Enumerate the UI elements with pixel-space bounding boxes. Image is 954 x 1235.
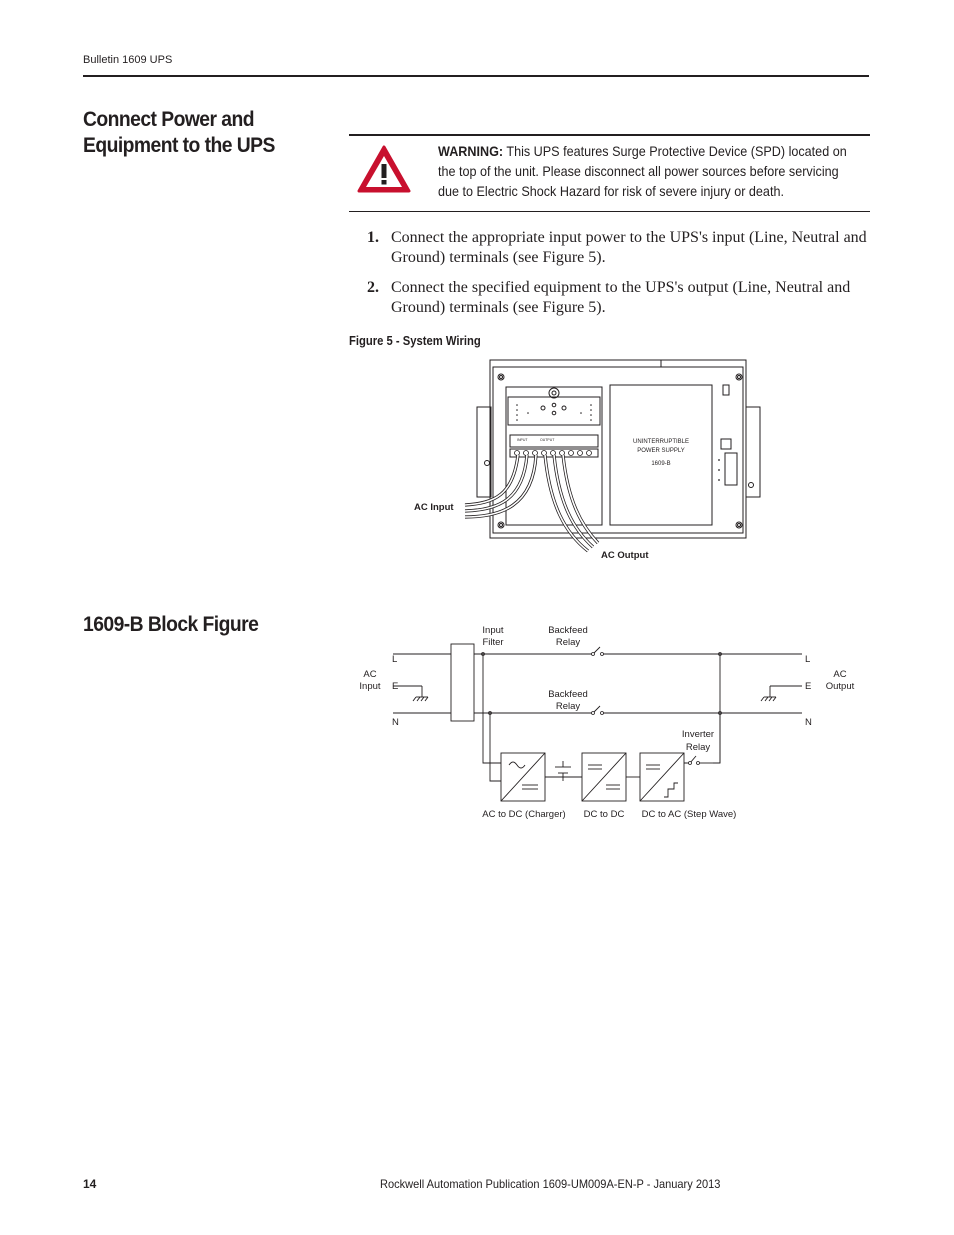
input-filter-label-1: Input: [482, 625, 504, 636]
step-1-number: 1.: [367, 229, 379, 246]
input-filter-label-2: Filter: [482, 637, 504, 648]
ac-output-label-1: AC: [833, 669, 847, 680]
ac-output-label-2: Output: [825, 681, 855, 692]
ac-to-dc-label: AC to DC (Charger): [482, 809, 566, 820]
section-title-block-figure: 1609-B Block Figure: [83, 613, 259, 636]
backfeed-relay-n-label-1: Backfeed: [548, 689, 588, 700]
warning-triangle-icon: [356, 144, 412, 194]
warning-label: WARNING:: [438, 143, 504, 159]
backfeed-relay-l-label-1: Backfeed: [548, 625, 588, 636]
step-2-number: 2.: [367, 279, 379, 296]
step-2-text: Connect the specified equipment to the UPS's output (Line, Neutral and Ground) terminals (see Figure 5).: [391, 279, 851, 316]
section-title-line1: Connect Power and: [83, 108, 254, 131]
section-title-connect-power: [83, 107, 275, 159]
output-l-label: L: [805, 654, 811, 665]
backfeed-relay-l-label-2: Relay: [555, 637, 581, 648]
input-n-label: N: [392, 717, 399, 728]
input-l-label: L: [392, 654, 398, 665]
terminal-output-label: OUTPUT: [540, 438, 555, 442]
dc-to-ac-label: DC to AC (Step Wave): [641, 809, 737, 820]
panel-text-line2: POWER SUPPLY: [637, 448, 685, 454]
input-filter-box: [451, 644, 474, 721]
system-wiring-figure: [405, 355, 775, 570]
terminal-input-label: INPUT: [517, 438, 528, 442]
inverter-relay-label-2: Relay: [685, 742, 711, 753]
figure-5-caption: Figure 5 - System Wiring: [349, 334, 481, 348]
ups-panel-cover: [610, 385, 712, 525]
block-figure: [350, 615, 870, 830]
step-1-text: Connect the appropriate input power to the UPS's input (Line, Neutral and Ground) terminals (see Figure 5).: [391, 229, 867, 266]
running-header: Bulletin 1609 UPS: [83, 54, 173, 66]
warning-body: This UPS features Surge Protective Device (SPD) located on the top of the unit. Please disconnect all power sources before servicing due to Electric Shock Hazard for risk of severe injury or death.: [438, 143, 847, 199]
ac-output-label: AC Output: [601, 550, 649, 561]
page-number: 14: [83, 1177, 97, 1191]
ac-input-label-1: AC: [363, 669, 377, 680]
backfeed-relay-n-label-2: Relay: [555, 701, 581, 712]
ac-output-cables: [545, 455, 598, 551]
section-title-line2: Equipment to the UPS: [83, 134, 275, 157]
ac-input-label: AC Input: [414, 502, 454, 513]
input-e-label: E: [392, 681, 399, 692]
inverter-relay-label-1: Inverter: [681, 729, 715, 740]
output-e-label: E: [805, 681, 812, 692]
ac-input-label-2: Input: [359, 681, 381, 692]
output-n-label: N: [805, 717, 812, 728]
panel-model-text: 1609-B: [651, 461, 671, 467]
panel-text-line1: UNINTERRUPTIBLE: [632, 439, 690, 445]
dc-to-dc-label: DC to DC: [583, 809, 625, 820]
warning-text: [438, 141, 861, 201]
publication-footer: Rockwell Automation Publication 1609-UM009A-EN-P - January 2013: [380, 1177, 721, 1191]
header-rule: [83, 75, 869, 77]
